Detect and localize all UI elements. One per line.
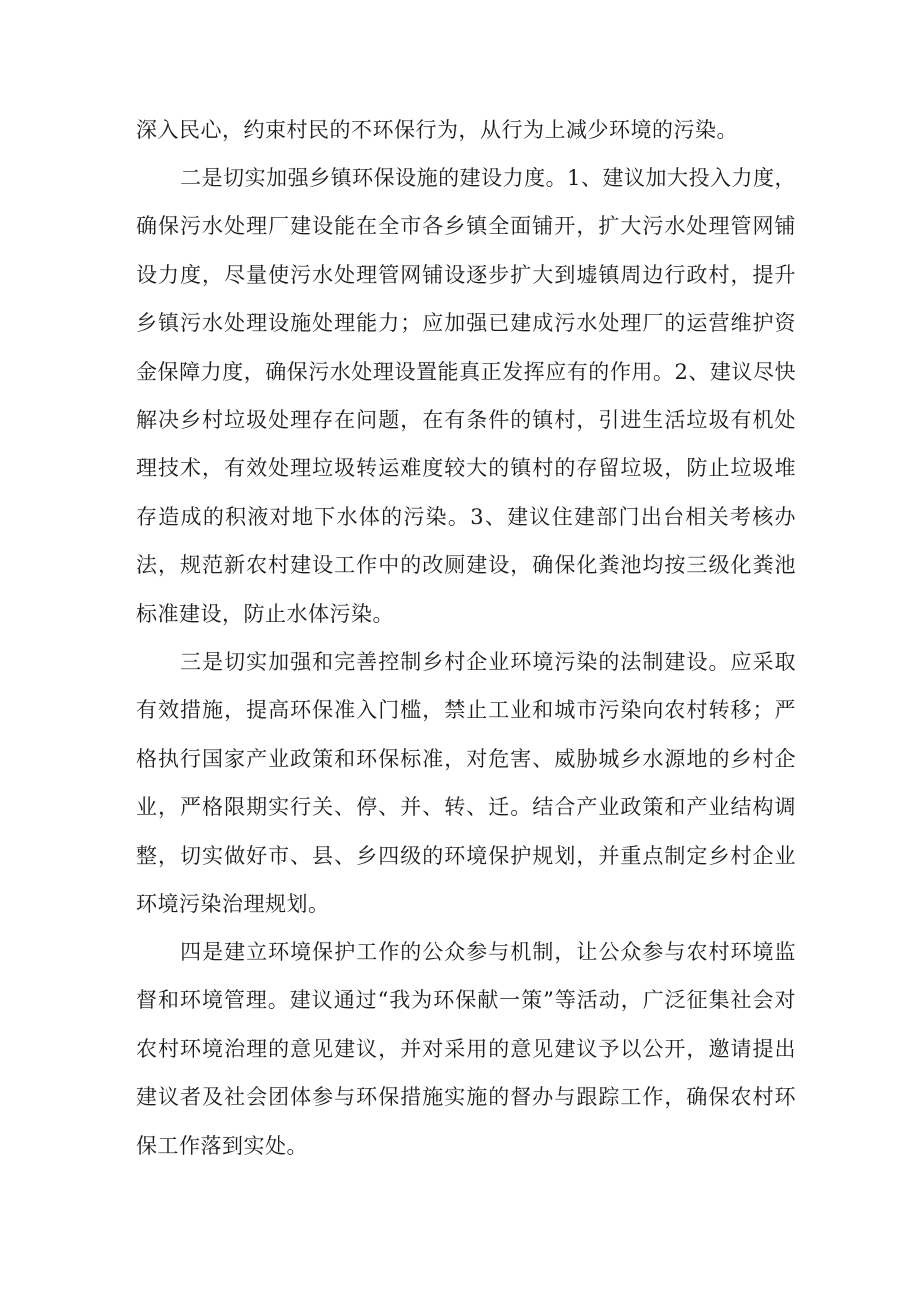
paragraph-legal-framework: 三是切实加强和完善控制乡村企业环境污染的法制建设。应采取有效措施，提高环保准入门槛，禁止工业和城市污染向农村转移；严格执行国家产业政策和环保标准，对危害、威胁城乡水源地的乡村企业，严格限期实行关、停、并、转、迁。结合产业政策和产业结构调整，切实做好市、县、乡四级的环境保护规划，并重点制定乡村企业环境污染治理规划。: [136, 650, 796, 917]
paragraph-continuation: 深入民心，约束村民的不环保行为，从行为上减少环境的污染。: [136, 118, 738, 142]
paragraph-public-participation: 四是建立环境保护工作的公众参与机制，让公众参与农村环境监督和环境管理。建议通过“我为环保献一策”等活动，广泛征集社会对农村环境治理的意见建议，并对采用的意见建议予以公开，邀请提出建议者及社会团体参与环保措施实施的督办与跟踪工作，确保农村环保工作落到实处。: [136, 940, 796, 1158]
paragraph-facilities: 二是切实加强乡镇环保设施的建设力度。1、建议加大投入力度，确保污水处理厂建设能在全市各乡镇全面铺开，扩大污水处理管网铺设力度，尽量使污水处理管网铺设逐步扩大到墟镇周边行政村，提升乡镇污水处理设施处理能力；应加强已建成污水处理厂的运营维护资金保障力度，确保污水处理设置能真正发挥应有的作用。2、建议尽快解决乡村垃圾处理存在问题，在有条件的镇村，引进生活垃圾有机处理技术，有效处理垃圾转运难度较大的镇村的存留垃圾，防止垃圾堆存造成的积液对地下水体的污染。3、建议住建部门出台相关考核办法，规范新农村建设工作中的改厕建设，确保化粪池均按三级化粪池标准建设，防止水体污染。: [136, 166, 796, 626]
